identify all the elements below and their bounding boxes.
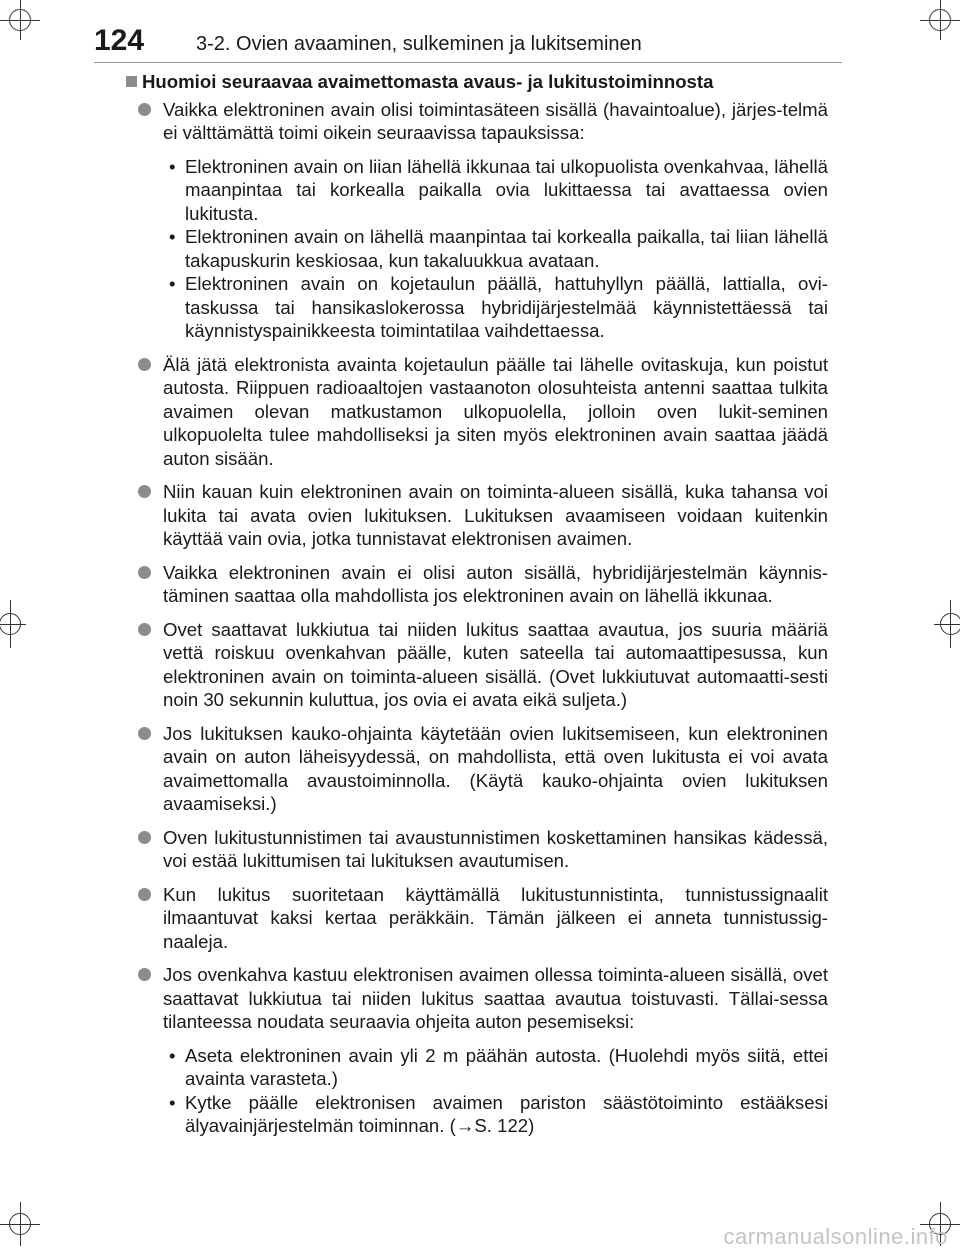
dot-bullet-icon: • — [169, 155, 176, 177]
sub-list-item — [163, 1091, 828, 1138]
note-item — [126, 561, 828, 608]
round-bullet-icon — [138, 968, 151, 981]
note-text: Vaikka elektroninen avain ei olisi auton sisällä, hybridijärjestelmän käynnis-täminen saattaa olla mahdollista jos elektroninen avain on lähellä ikkunaa. — [163, 561, 828, 606]
header-rule — [94, 62, 842, 63]
note-item — [126, 963, 828, 1138]
note-item — [126, 480, 828, 551]
section-heading-text: Huomioi seuraavaa avaimettomasta avaus- ja lukitustoiminnosta — [142, 71, 714, 92]
page-content — [126, 70, 828, 1148]
section-heading — [126, 70, 828, 94]
note-text: Kun lukitus suoritetaan käyttämällä lukitustunnistinta, tunnistussignaalit ilmaantuvat kaksi kertaa peräkkäin. Tämän jälkeen ei anneta tunnistussig-naaleja. — [163, 883, 828, 952]
page-number: 124 — [94, 24, 145, 57]
note-list — [126, 98, 828, 1138]
note-text: Oven lukitustunnistimen tai avaustunnistimen koskettaminen hansikas kädessä, voi estää lukittumisen tai lukituksen avautumisen. — [163, 826, 828, 871]
round-bullet-icon — [138, 623, 151, 636]
sub-list-item — [163, 1044, 828, 1091]
note-text: Älä jätä elektronista avainta kojetaulun päälle tai lähelle ovitaskuja, kun poistut autosta. Riippuen radioaaltojen vastaanoton olosuhteista antenni saattaa tulkita avaimen olevan matkustamon ulkopuolella, jolloin oven lukit-seminen ulkopuolelta tulee mahdolliseksi ja siten myös elektroninen avain saattaa jäädä auton sisään. — [163, 353, 828, 469]
sub-list — [163, 1044, 828, 1138]
note-text: Niin kauan kuin elektroninen avain on toiminta-alueen sisällä, kuka tahansa voi lukita tai avata ovien lukituksen. Lukituksen avaamiseen voidaan kuitenkin käyttää vain ovia, jotka tunnistavat elektronisen avaimen. — [163, 481, 828, 549]
round-bullet-icon — [138, 103, 151, 116]
sub-list-item-text: Elektroninen avain on liian lähellä ikkunaa tai ulkopuolista ovenkahvaa, lähellä maanpintaa tai korkealla paikalla ovia lukittaessa tai avattaessa ovien lukitusta. — [185, 155, 828, 224]
note-text: Jos ovenkahva kastuu elektronisen avaimen ollessa toiminta-alueen sisällä, ovet saattavat lukkiutua tai niiden lukitus saattaa avautua toistuvasti. Tällai-sessa tilanteessa noudata seuraavia ohjeita auton pesemiseksi: — [163, 964, 828, 1032]
round-bullet-icon — [138, 831, 151, 844]
dot-bullet-icon: • — [169, 1044, 176, 1066]
sub-list-item — [163, 225, 828, 272]
round-bullet-icon — [138, 727, 151, 740]
sub-list — [163, 155, 828, 343]
square-bullet-icon — [126, 76, 137, 87]
note-item — [126, 883, 828, 954]
dot-bullet-icon: • — [169, 226, 176, 247]
round-bullet-icon — [138, 888, 151, 901]
chapter-title: 3-2. Ovien avaaminen, sulkeminen ja lukitseminen — [196, 33, 642, 55]
note-text: Vaikka elektroninen avain olisi toimintasäteen sisällä (havaintoalue), järjes-telmä ei välttämättä toimi oikein seuraavissa tapauksissa: — [163, 98, 828, 143]
note-text: Jos lukituksen kauko-ohjainta käytetään ovien lukitsemiseen, kun elektroninen avain on auton läheisyydessä, on mahdollista, että oven lukitusta ei voi avata avaimettomalla avaustoiminnolla. (Käytä kauko-ohjainta ovien lukituksen avaamiseksi.) — [163, 722, 828, 814]
round-bullet-icon — [138, 566, 151, 579]
dot-bullet-icon: • — [169, 273, 176, 294]
note-item — [126, 98, 828, 343]
note-text: Ovet saattavat lukkiutua tai niiden lukitus saattaa avautua, jos suuria määriä vettä roiskuu ovenkahvan päälle, kuten sateella tai automaattipesussa, kun elektroninen avain on toiminta-alueen sisällä. (Ovet lukkiutuvat automaatti-sesti noin 30 sekunnin kuluttua, jos ovia ei avata eikä suljeta.) — [163, 618, 828, 710]
round-bullet-icon — [138, 358, 151, 371]
note-item — [126, 722, 828, 816]
sub-list-item-text: Elektroninen avain on kojetaulun päällä, hattuhyllyn päällä, lattialla, ovi-taskussa tai hansikaslokerossa hybridijärjestelmää käynnistettäessä tai käynnistyspainikkeesta toimintatilaa vaihdettaessa. — [185, 273, 828, 341]
sub-list-item-text: Elektroninen avain on lähellä maanpintaa tai korkealla paikalla, tai liian lähellä takapuskurin keskiosaa, kun takaluukkua avataan. — [185, 226, 828, 271]
note-item — [126, 826, 828, 873]
note-item — [126, 618, 828, 712]
sub-list-item — [163, 272, 828, 343]
note-item — [126, 353, 828, 471]
dot-bullet-icon: • — [169, 1091, 176, 1113]
sub-list-item-text: Kytke päälle elektronisen avaimen pariston säästötoiminto estääksesi älyavainjärjestelmän toiminnan. (→S. 122) — [185, 1091, 828, 1136]
watermark: carmanualsonline.info — [723, 1224, 948, 1249]
sub-list-item-text: Aseta elektroninen avain yli 2 m päähän autosta. (Huolehdi myös siitä, ettei avainta varasteta.) — [185, 1044, 828, 1089]
sub-list-item — [163, 155, 828, 226]
round-bullet-icon — [138, 485, 151, 498]
